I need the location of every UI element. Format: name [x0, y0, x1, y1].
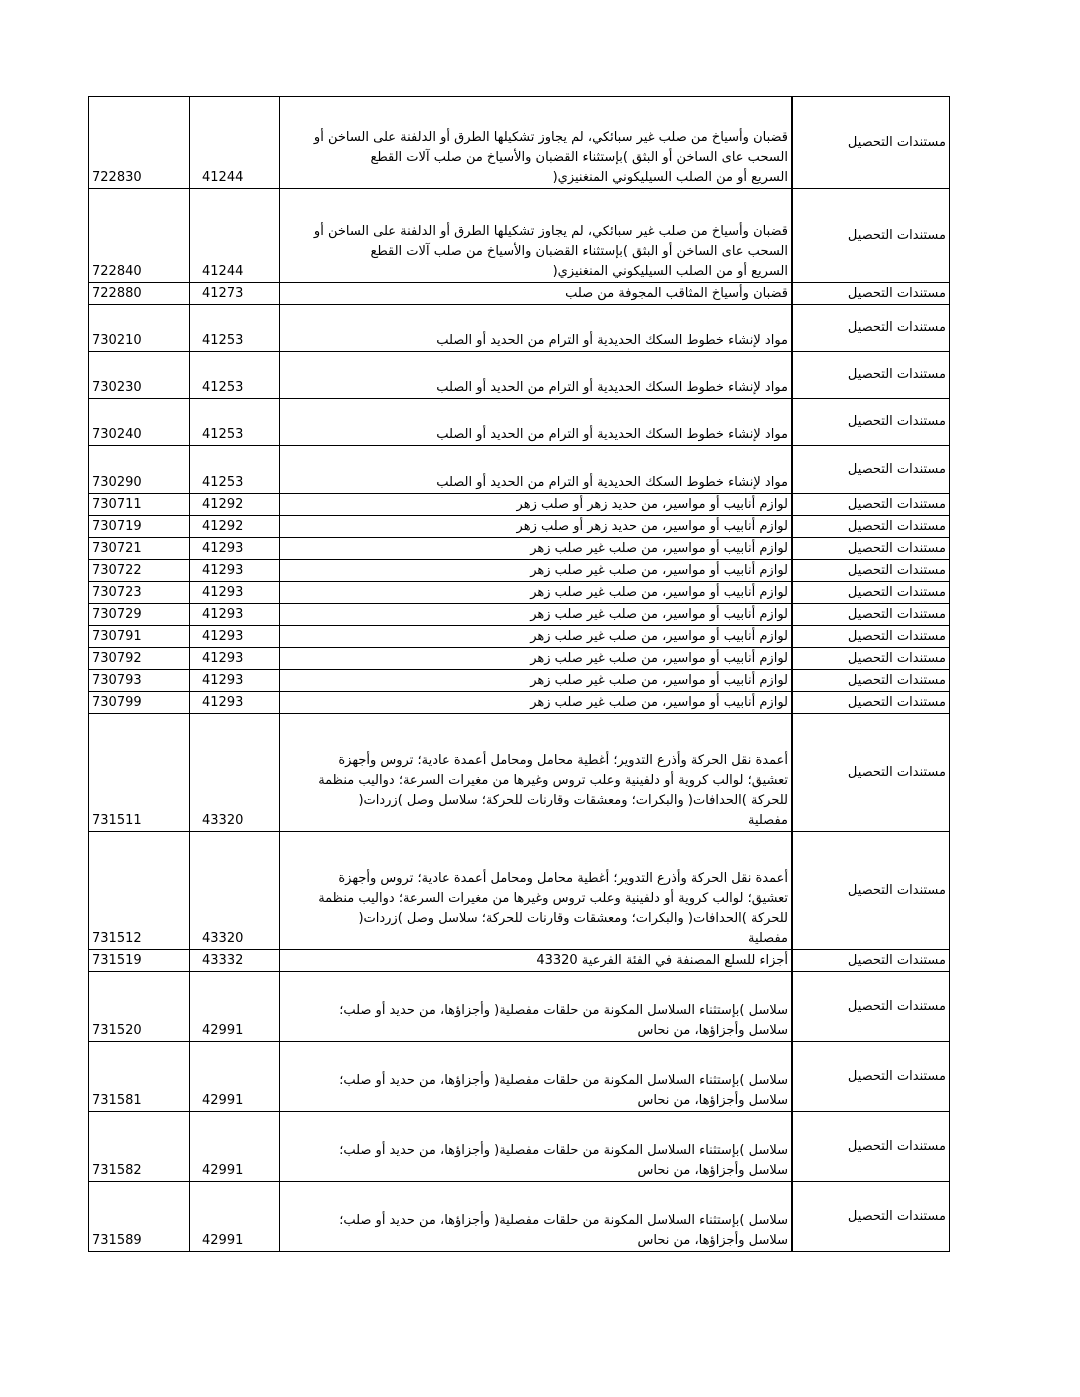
description-cell: مواد لإنشاء خطوط السكك الحديدية أو الترام من الحديد أو الصلب — [280, 305, 793, 352]
hs-code-cell: 722880 — [89, 283, 190, 305]
description-cell: لوازم أنابيب أو مواسير، من صلب غير صلب زهر — [280, 648, 793, 670]
description-cell: أعمدة نقل الحركة وأذرع التدوير؛ أغطية محامل ومحامل أعمدة عادية؛ تروس وأجهزة تعشيق؛ لوالب كروية أو دلفينية وعلب تروس وغيرها من مغيرات السرعة؛ دواليب منظمة للحركة )الحدافات( والبكرات؛ ومعشقات وقارنات للحركة؛ سلاسل وصل )زردات( مفصلية — [280, 832, 793, 950]
table-row — [89, 1182, 950, 1252]
category-code-cell: 42991 — [190, 972, 280, 1042]
category-code-cell: 41253 — [190, 399, 280, 446]
description-cell: لوازم أنابيب أو مواسير، من حديد زهر أو صلب زهر — [280, 516, 793, 538]
document-type-cell: مستندات التحصيل — [792, 604, 950, 626]
hs-code-cell: 730791 — [89, 626, 190, 648]
hs-code-cell: 730240 — [89, 399, 190, 446]
document-type-cell: مستندات التحصيل — [792, 494, 950, 516]
table-row — [89, 714, 950, 832]
description-cell: قضبان وأسياخ المثاقب المجوفة من صلب — [280, 283, 793, 305]
category-code-cell: 41293 — [190, 648, 280, 670]
document-type-cell: مستندات التحصيل — [792, 670, 950, 692]
document-type-cell: مستندات التحصيل — [792, 1182, 950, 1252]
description-cell: لوازم أنابيب أو مواسير، من صلب غير صلب زهر — [280, 560, 793, 582]
table-row — [89, 446, 950, 494]
document-type-cell: مستندات التحصيل — [792, 305, 950, 352]
document-type-cell: مستندات التحصيل — [792, 582, 950, 604]
table-row — [89, 604, 950, 626]
hs-code-cell: 731589 — [89, 1182, 190, 1252]
hs-code-cell: 730719 — [89, 516, 190, 538]
table-row — [89, 832, 950, 950]
category-code-cell: 41293 — [190, 582, 280, 604]
category-code-cell: 41244 — [190, 189, 280, 283]
table-row — [89, 516, 950, 538]
hs-code-cell: 730722 — [89, 560, 190, 582]
description-cell: أجزاء للسلع المصنفة في الفئة الفرعية 43320 — [280, 950, 793, 972]
hs-code-cell: 730721 — [89, 538, 190, 560]
table-row — [89, 648, 950, 670]
tariff-table — [88, 96, 950, 1252]
document-type-cell: مستندات التحصيل — [792, 516, 950, 538]
category-code-cell: 41253 — [190, 352, 280, 399]
category-code-cell: 41292 — [190, 494, 280, 516]
description-cell: مواد لإنشاء خطوط السكك الحديدية أو الترام من الحديد أو الصلب — [280, 446, 793, 494]
category-code-cell: 42991 — [190, 1112, 280, 1182]
description-cell: قضبان وأسياخ من صلب غير سبائكي، لم يجاوز تشكيلها الطرق أو الدلفنة على الساخن أو السحب عاى الساخن أو البثق )بإستثناء القضبان والأسياخ من صلب آلات القطع السريع أو من الصلب السيليكوني المنغنيزي( — [280, 189, 793, 283]
category-code-cell: 41293 — [190, 538, 280, 560]
category-code-cell: 43320 — [190, 832, 280, 950]
description-cell: لوازم أنابيب أو مواسير، من صلب غير صلب زهر — [280, 604, 793, 626]
table-row — [89, 283, 950, 305]
document-type-cell: مستندات التحصيل — [792, 626, 950, 648]
table-row — [89, 189, 950, 283]
tariff-table-body — [89, 97, 950, 1252]
description-cell: لوازم أنابيب أو مواسير، من صلب غير صلب زهر — [280, 626, 793, 648]
hs-code-cell: 731581 — [89, 1042, 190, 1112]
document-type-cell: مستندات التحصيل — [792, 538, 950, 560]
category-code-cell: 41244 — [190, 97, 280, 189]
hs-code-cell: 730792 — [89, 648, 190, 670]
document-type-cell: مستندات التحصيل — [792, 446, 950, 494]
description-cell: لوازم أنابيب أو مواسير، من صلب غير صلب زهر — [280, 670, 793, 692]
category-code-cell: 41293 — [190, 626, 280, 648]
document-type-cell: مستندات التحصيل — [792, 560, 950, 582]
table-row — [89, 1042, 950, 1112]
description-cell: أعمدة نقل الحركة وأذرع التدوير؛ أغطية محامل ومحامل أعمدة عادية؛ تروس وأجهزة تعشيق؛ لوالب كروية أو دلفينية وعلب تروس وغيرها من مغيرات السرعة؛ دواليب منظمة للحركة )الحدافات( والبكرات؛ ومعشقات وقارنات للحركة؛ سلاسل وصل )زردات( مفصلية — [280, 714, 793, 832]
category-code-cell: 41273 — [190, 283, 280, 305]
description-cell: سلاسل )بإستثناء السلاسل المكونة من حلقات مفصلية( وأجزاؤها، من حديد أو صلب؛ سلاسل وأجزاؤها، من نحاس — [280, 1042, 793, 1112]
hs-code-cell: 730799 — [89, 692, 190, 714]
table-row — [89, 950, 950, 972]
category-code-cell: 42991 — [190, 1042, 280, 1112]
document-type-cell: مستندات التحصيل — [792, 283, 950, 305]
hs-code-cell: 722830 — [89, 97, 190, 189]
description-cell: قضبان وأسياخ من صلب غير سبائكي، لم يجاوز تشكيلها الطرق أو الدلفنة على الساخن أو السحب عاى الساخن أو البثق )بإستثناء القضبان والأسياخ من صلب آلات القطع السريع أو من الصلب السيليكوني المنغنيزي( — [280, 97, 793, 189]
table-row — [89, 97, 950, 189]
table-row — [89, 582, 950, 604]
category-code-cell: 41293 — [190, 692, 280, 714]
category-code-cell: 43320 — [190, 714, 280, 832]
document-type-cell: مستندات التحصيل — [792, 648, 950, 670]
table-row — [89, 972, 950, 1042]
hs-code-cell: 731512 — [89, 832, 190, 950]
description-cell: لوازم أنابيب أو مواسير، من صلب غير صلب زهر — [280, 582, 793, 604]
table-row — [89, 399, 950, 446]
table-row — [89, 692, 950, 714]
table-row — [89, 494, 950, 516]
hs-code-cell: 730711 — [89, 494, 190, 516]
table-row — [89, 1112, 950, 1182]
description-cell: لوازم أنابيب أو مواسير، من حديد زهر أو صلب زهر — [280, 494, 793, 516]
table-row — [89, 670, 950, 692]
table-row — [89, 352, 950, 399]
description-cell: سلاسل )بإستثناء السلاسل المكونة من حلقات مفصلية( وأجزاؤها، من حديد أو صلب؛ سلاسل وأجزاؤها، من نحاس — [280, 972, 793, 1042]
hs-code-cell: 730793 — [89, 670, 190, 692]
description-cell: سلاسل )بإستثناء السلاسل المكونة من حلقات مفصلية( وأجزاؤها، من حديد أو صلب؛ سلاسل وأجزاؤها، من نحاس — [280, 1112, 793, 1182]
document-type-cell: مستندات التحصيل — [792, 692, 950, 714]
description-cell: مواد لإنشاء خطوط السكك الحديدية أو الترام من الحديد أو الصلب — [280, 352, 793, 399]
document-type-cell: مستندات التحصيل — [792, 832, 950, 950]
hs-code-cell: 730723 — [89, 582, 190, 604]
document-type-cell: مستندات التحصيل — [792, 972, 950, 1042]
hs-code-cell: 730230 — [89, 352, 190, 399]
document-type-cell: مستندات التحصيل — [792, 950, 950, 972]
hs-code-cell: 730729 — [89, 604, 190, 626]
document-type-cell: مستندات التحصيل — [792, 714, 950, 832]
category-code-cell: 41293 — [190, 670, 280, 692]
description-cell: لوازم أنابيب أو مواسير، من صلب غير صلب زهر — [280, 692, 793, 714]
table-row — [89, 626, 950, 648]
document-type-cell: مستندات التحصيل — [792, 1042, 950, 1112]
description-cell: سلاسل )بإستثناء السلاسل المكونة من حلقات مفصلية( وأجزاؤها، من حديد أو صلب؛ سلاسل وأجزاؤها، من نحاس — [280, 1182, 793, 1252]
table-row — [89, 538, 950, 560]
category-code-cell: 43332 — [190, 950, 280, 972]
document-type-cell: مستندات التحصيل — [792, 352, 950, 399]
table-row — [89, 305, 950, 352]
document-type-cell: مستندات التحصيل — [792, 1112, 950, 1182]
document-type-cell: مستندات التحصيل — [792, 189, 950, 283]
document-type-cell: مستندات التحصيل — [792, 97, 950, 189]
category-code-cell: 41253 — [190, 446, 280, 494]
description-cell: مواد لإنشاء خطوط السكك الحديدية أو الترام من الحديد أو الصلب — [280, 399, 793, 446]
hs-code-cell: 722840 — [89, 189, 190, 283]
category-code-cell: 41293 — [190, 560, 280, 582]
hs-code-cell: 731519 — [89, 950, 190, 972]
hs-code-cell: 731511 — [89, 714, 190, 832]
category-code-cell: 42991 — [190, 1182, 280, 1252]
hs-code-cell: 731520 — [89, 972, 190, 1042]
document-type-cell: مستندات التحصيل — [792, 399, 950, 446]
description-cell: لوازم أنابيب أو مواسير، من صلب غير صلب زهر — [280, 538, 793, 560]
category-code-cell: 41293 — [190, 604, 280, 626]
table-row — [89, 560, 950, 582]
hs-code-cell: 730210 — [89, 305, 190, 352]
category-code-cell: 41292 — [190, 516, 280, 538]
category-code-cell: 41253 — [190, 305, 280, 352]
hs-code-cell: 731582 — [89, 1112, 190, 1182]
hs-code-cell: 730290 — [89, 446, 190, 494]
